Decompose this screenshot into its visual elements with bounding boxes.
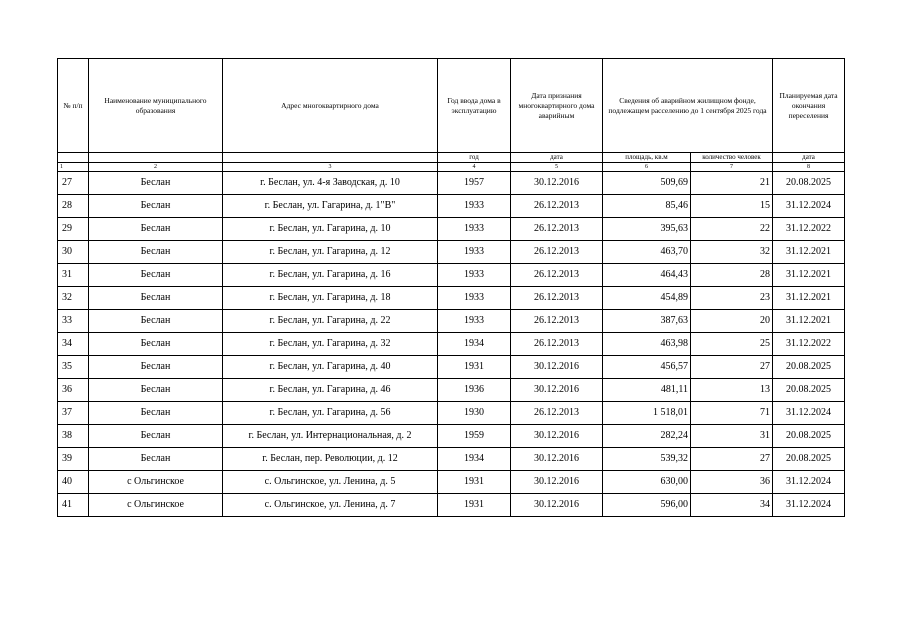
row-municipality: с Ольгинское bbox=[89, 471, 223, 494]
row-area: 456,57 bbox=[603, 356, 691, 379]
row-number: 38 bbox=[58, 425, 89, 448]
row-planned-date: 20.08.2025 bbox=[773, 172, 845, 195]
row-planned-date: 31.12.2021 bbox=[773, 241, 845, 264]
row-people: 36 bbox=[691, 471, 773, 494]
row-number: 39 bbox=[58, 448, 89, 471]
row-planned-date: 20.08.2025 bbox=[773, 379, 845, 402]
row-address: г. Беслан, пер. Революции, д. 12 bbox=[223, 448, 438, 471]
column-number: 2 bbox=[89, 163, 223, 172]
row-address: с. Ольгинское, ул. Ленина, д. 5 bbox=[223, 471, 438, 494]
row-number: 34 bbox=[58, 333, 89, 356]
row-planned-date: 31.12.2024 bbox=[773, 494, 845, 517]
row-address: г. Беслан, ул. Гагарина, д. 56 bbox=[223, 402, 438, 425]
row-people: 20 bbox=[691, 310, 773, 333]
column-number: 7 bbox=[691, 163, 773, 172]
row-planned-date: 31.12.2022 bbox=[773, 333, 845, 356]
row-date: 30.12.2016 bbox=[511, 379, 603, 402]
table-body bbox=[58, 172, 845, 517]
row-date: 26.12.2013 bbox=[511, 264, 603, 287]
row-date: 30.12.2016 bbox=[511, 494, 603, 517]
row-year: 1933 bbox=[438, 310, 511, 333]
row-planned-date: 31.12.2024 bbox=[773, 471, 845, 494]
row-municipality: Беслан bbox=[89, 264, 223, 287]
table-row bbox=[58, 172, 845, 195]
row-year: 1957 bbox=[438, 172, 511, 195]
row-address: г. Беслан, ул. Гагарина, д. 10 bbox=[223, 218, 438, 241]
row-address: г. Беслан, ул. Гагарина, д. 32 bbox=[223, 333, 438, 356]
row-date: 26.12.2013 bbox=[511, 310, 603, 333]
row-number: 37 bbox=[58, 402, 89, 425]
header-no: № п/п bbox=[58, 59, 89, 153]
row-area: 463,70 bbox=[603, 241, 691, 264]
row-date: 30.12.2016 bbox=[511, 356, 603, 379]
row-people: 32 bbox=[691, 241, 773, 264]
table-row bbox=[58, 264, 845, 287]
row-year: 1936 bbox=[438, 379, 511, 402]
column-number: 3 bbox=[223, 163, 438, 172]
row-area: 1 518,01 bbox=[603, 402, 691, 425]
column-number: 4 bbox=[438, 163, 511, 172]
header-year: Год ввода дома в эксплуатацию bbox=[438, 59, 511, 153]
row-area: 85,46 bbox=[603, 195, 691, 218]
row-area: 387,63 bbox=[603, 310, 691, 333]
header-date-emergency: Дата признания многоквартирного дома аварийным bbox=[511, 59, 603, 153]
row-year: 1931 bbox=[438, 471, 511, 494]
row-people: 28 bbox=[691, 264, 773, 287]
row-address: г. Беслан, ул. Гагарина, д. 22 bbox=[223, 310, 438, 333]
row-people: 31 bbox=[691, 425, 773, 448]
row-area: 481,11 bbox=[603, 379, 691, 402]
row-year: 1933 bbox=[438, 195, 511, 218]
row-address: с. Ольгинское, ул. Ленина, д. 7 bbox=[223, 494, 438, 517]
subheader-planned-date: дата bbox=[773, 153, 845, 163]
row-people: 15 bbox=[691, 195, 773, 218]
resettlement-table bbox=[57, 58, 845, 517]
row-area: 282,24 bbox=[603, 425, 691, 448]
row-municipality: Беслан bbox=[89, 310, 223, 333]
row-municipality: Беслан bbox=[89, 218, 223, 241]
row-municipality: с Ольгинское bbox=[89, 494, 223, 517]
subheader-empty bbox=[58, 153, 89, 163]
table-row bbox=[58, 241, 845, 264]
row-area: 454,89 bbox=[603, 287, 691, 310]
row-number: 28 bbox=[58, 195, 89, 218]
table-row bbox=[58, 333, 845, 356]
row-year: 1930 bbox=[438, 402, 511, 425]
row-planned-date: 31.12.2022 bbox=[773, 218, 845, 241]
row-municipality: Беслан bbox=[89, 287, 223, 310]
table-row bbox=[58, 310, 845, 333]
column-number: 6 bbox=[603, 163, 691, 172]
table-row bbox=[58, 402, 845, 425]
header-municipality: Наименование муниципального образования bbox=[89, 59, 223, 153]
row-year: 1934 bbox=[438, 333, 511, 356]
row-area: 539,32 bbox=[603, 448, 691, 471]
row-address: г. Беслан, ул. Гагарина, д. 16 bbox=[223, 264, 438, 287]
row-planned-date: 20.08.2025 bbox=[773, 356, 845, 379]
row-date: 26.12.2013 bbox=[511, 287, 603, 310]
row-area: 464,43 bbox=[603, 264, 691, 287]
column-number: 1 bbox=[58, 163, 89, 172]
row-municipality: Беслан bbox=[89, 241, 223, 264]
subheader-year: год bbox=[438, 153, 511, 163]
row-planned-date: 20.08.2025 bbox=[773, 448, 845, 471]
row-date: 30.12.2016 bbox=[511, 425, 603, 448]
row-number: 29 bbox=[58, 218, 89, 241]
subheader-empty bbox=[89, 153, 223, 163]
row-area: 463,98 bbox=[603, 333, 691, 356]
row-date: 30.12.2016 bbox=[511, 448, 603, 471]
header-row bbox=[58, 59, 845, 153]
row-address: г. Беслан, ул. Гагарина, д. 40 bbox=[223, 356, 438, 379]
table-row bbox=[58, 494, 845, 517]
subheader-row bbox=[58, 153, 845, 163]
header-planned: Планируемая дата окончания переселения bbox=[773, 59, 845, 153]
row-planned-date: 20.08.2025 bbox=[773, 425, 845, 448]
row-planned-date: 31.12.2024 bbox=[773, 402, 845, 425]
row-number: 27 bbox=[58, 172, 89, 195]
row-municipality: Беслан bbox=[89, 425, 223, 448]
table-row bbox=[58, 471, 845, 494]
row-date: 26.12.2013 bbox=[511, 333, 603, 356]
row-year: 1933 bbox=[438, 218, 511, 241]
row-people: 22 bbox=[691, 218, 773, 241]
row-municipality: Беслан bbox=[89, 448, 223, 471]
row-year: 1931 bbox=[438, 356, 511, 379]
table-row bbox=[58, 356, 845, 379]
row-year: 1933 bbox=[438, 241, 511, 264]
row-number: 36 bbox=[58, 379, 89, 402]
row-people: 23 bbox=[691, 287, 773, 310]
row-date: 26.12.2013 bbox=[511, 195, 603, 218]
row-number: 33 bbox=[58, 310, 89, 333]
subheader-people: количество человек bbox=[691, 153, 773, 163]
row-address: г. Беслан, ул. Интернациональная, д. 2 bbox=[223, 425, 438, 448]
row-date: 26.12.2013 bbox=[511, 218, 603, 241]
header-address: Адрес многоквартирного дома bbox=[223, 59, 438, 153]
column-number: 8 bbox=[773, 163, 845, 172]
header-info: Сведения об аварийном жилищном фонде, подлежащем расселению до 1 сентября 2025 года bbox=[603, 59, 773, 153]
row-date: 26.12.2013 bbox=[511, 241, 603, 264]
row-number: 30 bbox=[58, 241, 89, 264]
row-date: 30.12.2016 bbox=[511, 471, 603, 494]
row-people: 21 bbox=[691, 172, 773, 195]
row-address: г. Беслан, ул. Гагарина, д. 18 bbox=[223, 287, 438, 310]
column-number-row bbox=[58, 163, 845, 172]
row-number: 32 bbox=[58, 287, 89, 310]
row-address: г. Беслан, ул. Гагарина, д. 46 bbox=[223, 379, 438, 402]
row-planned-date: 31.12.2024 bbox=[773, 195, 845, 218]
row-area: 596,00 bbox=[603, 494, 691, 517]
row-number: 40 bbox=[58, 471, 89, 494]
row-people: 13 bbox=[691, 379, 773, 402]
row-number: 41 bbox=[58, 494, 89, 517]
row-year: 1933 bbox=[438, 264, 511, 287]
subheader-date: дата bbox=[511, 153, 603, 163]
row-people: 25 bbox=[691, 333, 773, 356]
subheader-empty bbox=[223, 153, 438, 163]
row-year: 1934 bbox=[438, 448, 511, 471]
row-address: г. Беслан, ул. Гагарина, д. 12 bbox=[223, 241, 438, 264]
table-row bbox=[58, 195, 845, 218]
row-people: 34 bbox=[691, 494, 773, 517]
row-year: 1933 bbox=[438, 287, 511, 310]
row-area: 395,63 bbox=[603, 218, 691, 241]
subheader-area: площадь, кв.м bbox=[603, 153, 691, 163]
table-row bbox=[58, 218, 845, 241]
row-area: 630,00 bbox=[603, 471, 691, 494]
row-planned-date: 31.12.2021 bbox=[773, 264, 845, 287]
row-municipality: Беслан bbox=[89, 172, 223, 195]
row-date: 26.12.2013 bbox=[511, 402, 603, 425]
row-address: г. Беслан, ул. Гагарина, д. 1"В" bbox=[223, 195, 438, 218]
row-address: г. Беслан, ул. 4-я Заводская, д. 10 bbox=[223, 172, 438, 195]
row-people: 71 bbox=[691, 402, 773, 425]
row-number: 31 bbox=[58, 264, 89, 287]
row-municipality: Беслан bbox=[89, 356, 223, 379]
row-municipality: Беслан bbox=[89, 333, 223, 356]
table-row bbox=[58, 287, 845, 310]
row-date: 30.12.2016 bbox=[511, 172, 603, 195]
row-planned-date: 31.12.2021 bbox=[773, 310, 845, 333]
row-area: 509,69 bbox=[603, 172, 691, 195]
column-number: 5 bbox=[511, 163, 603, 172]
table-row bbox=[58, 425, 845, 448]
row-year: 1931 bbox=[438, 494, 511, 517]
table-row bbox=[58, 379, 845, 402]
row-planned-date: 31.12.2021 bbox=[773, 287, 845, 310]
row-municipality: Беслан bbox=[89, 379, 223, 402]
row-year: 1959 bbox=[438, 425, 511, 448]
row-people: 27 bbox=[691, 356, 773, 379]
table-row bbox=[58, 448, 845, 471]
row-number: 35 bbox=[58, 356, 89, 379]
row-municipality: Беслан bbox=[89, 402, 223, 425]
row-people: 27 bbox=[691, 448, 773, 471]
row-municipality: Беслан bbox=[89, 195, 223, 218]
